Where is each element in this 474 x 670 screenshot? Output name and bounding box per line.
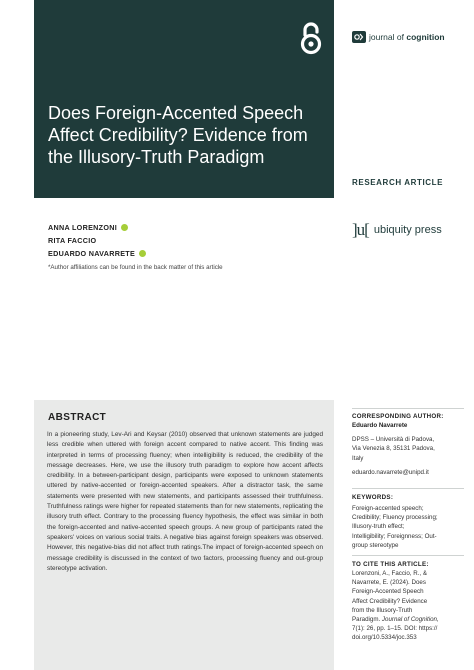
citation-plain: Paradigm. — [352, 616, 382, 624]
title-banner — [34, 0, 334, 198]
publisher-name: ubiquity press — [373, 224, 442, 236]
keywords-heading: KEYWORDS: — [352, 494, 394, 501]
orcid-icon[interactable] — [139, 250, 146, 257]
address-line: DPSS – Università di Padova, — [352, 436, 435, 444]
abstract-heading: ABSTRACT — [48, 412, 107, 423]
author-item[interactable] — [48, 247, 146, 260]
keyword-line: Intelligibility; Foreignness; Out- — [352, 532, 437, 540]
corresponding-author-block — [352, 412, 464, 477]
divider — [352, 488, 464, 489]
keyword-line: Foreign-accented speech; — [352, 505, 424, 512]
abstract-text: In a pioneering study, Lev-Ari and Keysar (2010) observed that unknown statements are judged less credible when uttered with foreign accent compared to native accent. This finding was interpreted in terms of processing fluency; when intelligibility is reduced, the credibility of the message decreases. Here, we use the illusory truth paradigm to explore how accent affects credibility. In a between-participant design, participants were exposed to unknown statements uttered by native-accented or foreign-accented speakers. After a distractor task, the same statements were presented with new statements, and participants assessed their truthfulness. Truthfulness ratings were higher for repeated statements than for new statements, replicating the illusory truth effect. Contrary to the processing fluency hypothesis, the effect was similar in both the foreign-accented and native-accented speech groups. A new group of participants rated the speakers' voices on various social traits. A negative bias against foreign speakers was observed. However, this negative-bias did not affect truth ratings.The impact of foreign-accented speech on message credibility is discussed in the context of two factors, processing fluency and out-group stereotype activation. — [47, 431, 323, 572]
journal-logo[interactable] — [352, 31, 445, 43]
article-title: Does Foreign-Accented Speech Affect Credibility? Evidence from the Illusory-Truth Paradigm — [48, 103, 308, 167]
keyword-line: group stereotype — [352, 541, 399, 549]
open-access-lock-icon — [300, 20, 322, 56]
citation-line — [352, 615, 464, 624]
keywords-block — [352, 493, 464, 550]
citation-line: 7(1): 26, pp. 1–15. DOI: https:// — [352, 625, 438, 633]
journal-mark-icon — [352, 31, 366, 43]
citation-line: Navarrete, E. (2024). Does — [352, 579, 426, 587]
author-name: EDUARDO NAVARRETE — [48, 249, 136, 258]
affiliation-note: *Author affiliations can be found in the back matter of this article — [48, 264, 223, 271]
citation-line: Lorenzoni, A., Faccio, R., & — [352, 570, 427, 577]
doi-link[interactable]: doi.org/10.5334/joc.353 — [352, 634, 417, 642]
citation-line: Affect Credibility? Evidence — [352, 597, 428, 605]
address-line: Via Venezia 8, 35131 Padova, — [352, 445, 435, 453]
divider — [352, 555, 464, 556]
publisher-logo[interactable] — [352, 220, 442, 240]
author-name: ANNA LORENZONI — [48, 223, 118, 232]
journal-prefix: journal of — [369, 32, 404, 42]
author-list — [48, 221, 146, 260]
email-link[interactable]: eduardo.navarrete@unipd.it — [352, 468, 429, 476]
author-item[interactable] — [48, 221, 146, 234]
citation-heading: TO CITE THIS ARTICLE: — [352, 561, 429, 568]
address-line: Italy — [352, 454, 364, 462]
corresponding-name: Eduardo Navarrete — [352, 422, 408, 429]
citation-line: from the Illusory-Truth — [352, 606, 413, 614]
divider — [352, 408, 464, 409]
keyword-line: Credibility; Fluency processing; — [352, 514, 438, 522]
citation-journal: Journal of Cognition, — [381, 616, 439, 624]
author-name: RITA FACCIO — [48, 236, 97, 245]
journal-name-bold: cognition — [406, 32, 445, 42]
abstract-panel — [34, 400, 334, 670]
journal-name — [369, 32, 445, 42]
citation-line: Foreign-Accented Speech — [352, 588, 424, 596]
publisher-mark-icon: ]u[ — [352, 220, 369, 239]
orcid-icon[interactable] — [121, 224, 128, 231]
article-type-label: RESEARCH ARTICLE — [352, 178, 444, 187]
corresponding-heading: CORRESPONDING AUTHOR: — [352, 413, 444, 420]
keyword-line: Illusory-truth effect; — [352, 523, 405, 531]
citation-block — [352, 560, 464, 643]
author-item[interactable] — [48, 234, 146, 247]
